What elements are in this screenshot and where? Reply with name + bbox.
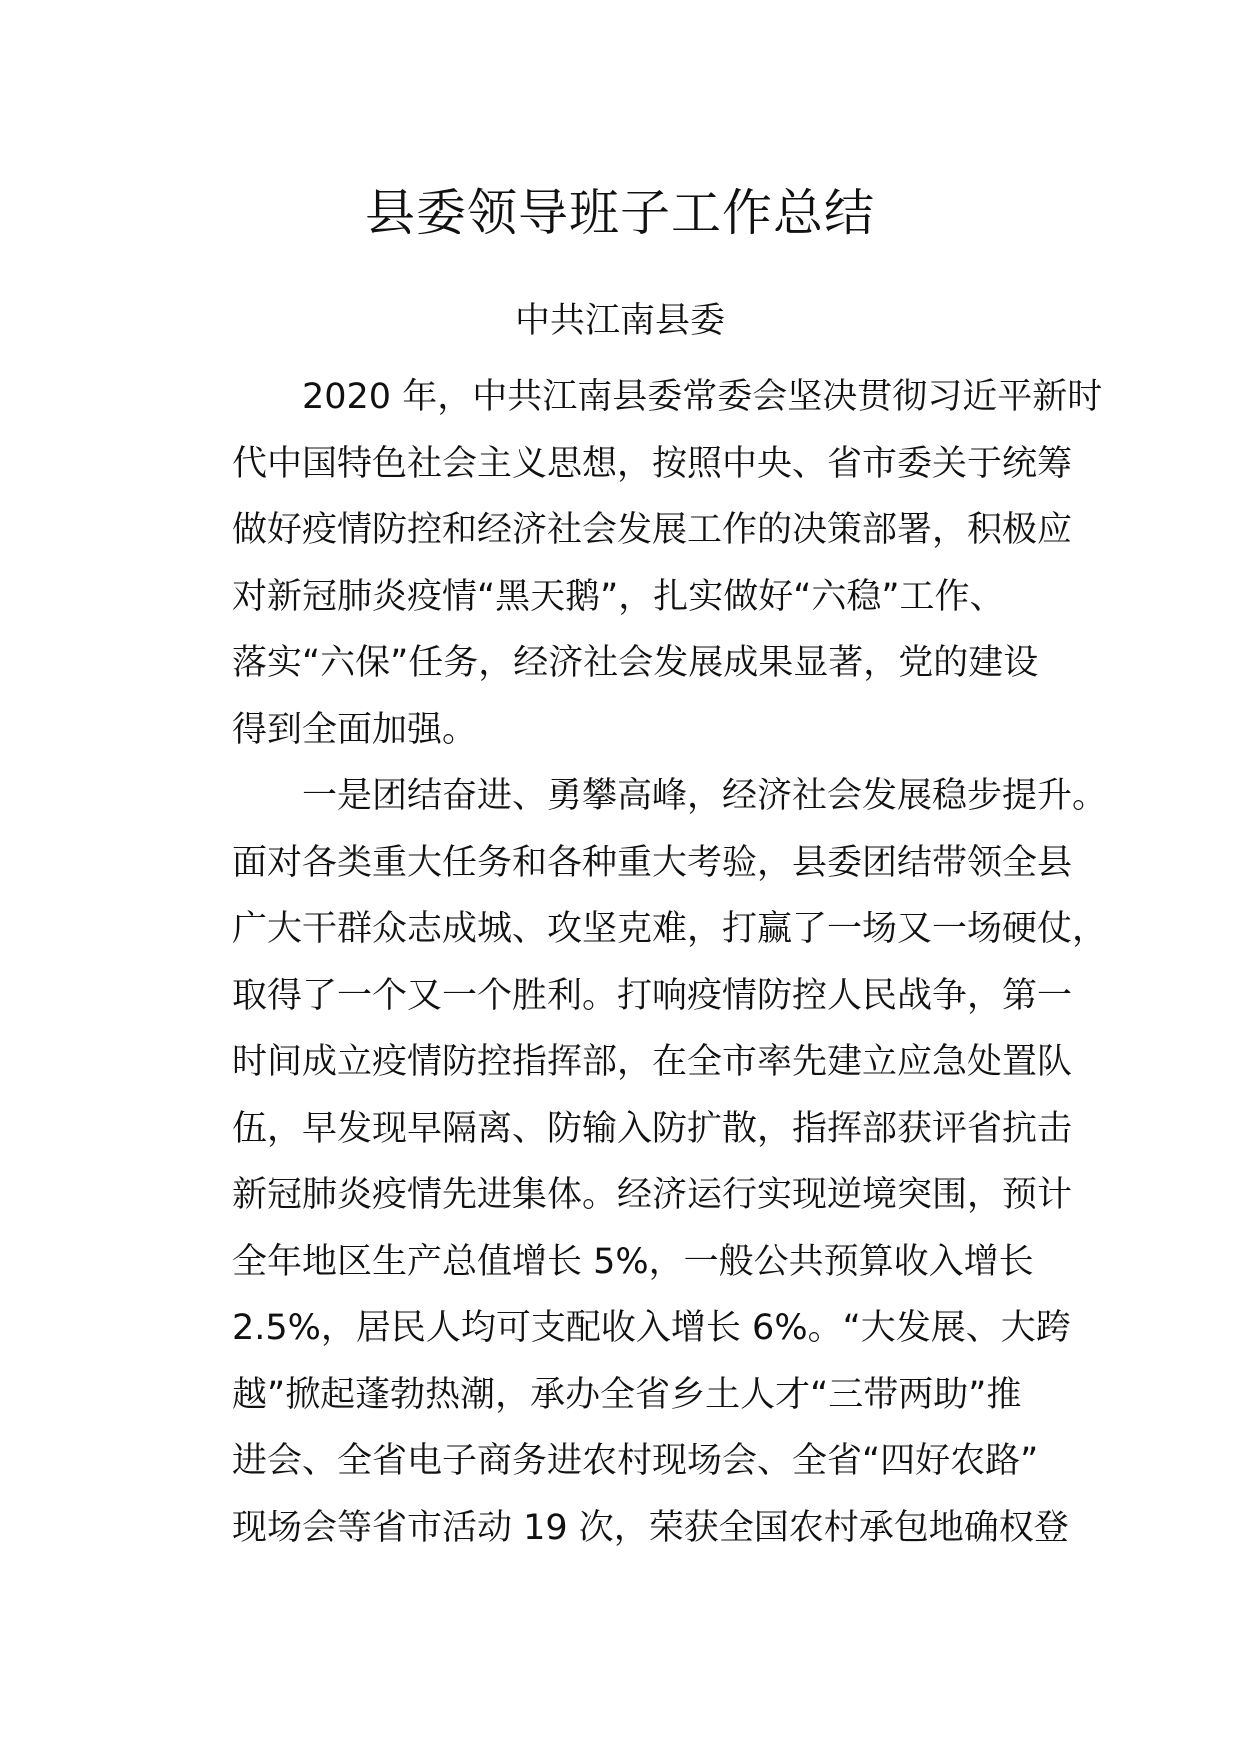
paragraph-section-one	[232, 763, 1112, 1561]
text-line: 2.5%，居民人均可支配收入增长 6%。“大发展、大跨	[232, 1308, 1071, 1348]
text-line: 取得了一个又一个胜利。打响疫情防控人民战争，第一	[232, 975, 1073, 1016]
text-line: 新冠肺炎疫情先进集体。经济运行实现逆境突围，预计	[232, 1175, 1073, 1215]
text-line: 时间成立疫情防控指挥部，在全市率先建立应急处置队	[232, 1042, 1073, 1082]
text-line: 落实“六保”任务，经济社会发展成果显著，党的建设	[232, 643, 1039, 683]
text-line: 做好疫情防控和经济社会发展工作的决策部署，积极应	[232, 510, 1073, 550]
text-line: 越”掀起蓬勃热潮，承办全省乡土人才“三带两助”推	[232, 1374, 1022, 1415]
text-line: 伍，早发现早隔离、防输入防扩散，指挥部获评省抗击	[232, 1108, 1073, 1149]
document-author: 中共江南县委	[514, 301, 725, 341]
text-line: 全年地区生产总值增长 5%，一般公共预算收入增长	[232, 1241, 1034, 1282]
document-title: 县委领导班子工作总结	[365, 184, 875, 242]
paragraph-intro	[232, 364, 1112, 763]
text-line: 面对各类重大任务和各种重大考验，县委团结带领全县	[232, 842, 1073, 883]
text-line: 一是团结奋进、勇攀高峰，经济社会发展稳步提升。	[302, 776, 1108, 816]
text-line: 进会、全省电子商务进农村现场会、全省“四好农路”	[232, 1441, 1039, 1481]
text-line: 代中国特色社会主义思想，按照中央、省市委关于统筹	[232, 443, 1073, 484]
text-line: 对新冠肺炎疫情“黑天鹅”，扎实做好“六稳”工作、	[232, 576, 1005, 617]
text-line: 得到全面加强。	[232, 709, 478, 750]
text-line: 现场会等省市活动 19 次，荣获全国农村承包地确权登	[232, 1507, 1069, 1548]
text-line: 2020 年，中共江南县委常委会坚决贯彻习近平新时	[302, 377, 1103, 417]
text-line: 广大干群众志成城、攻坚克难，打赢了一场又一场硬仗，	[232, 909, 1108, 949]
document-body	[232, 364, 1112, 1561]
